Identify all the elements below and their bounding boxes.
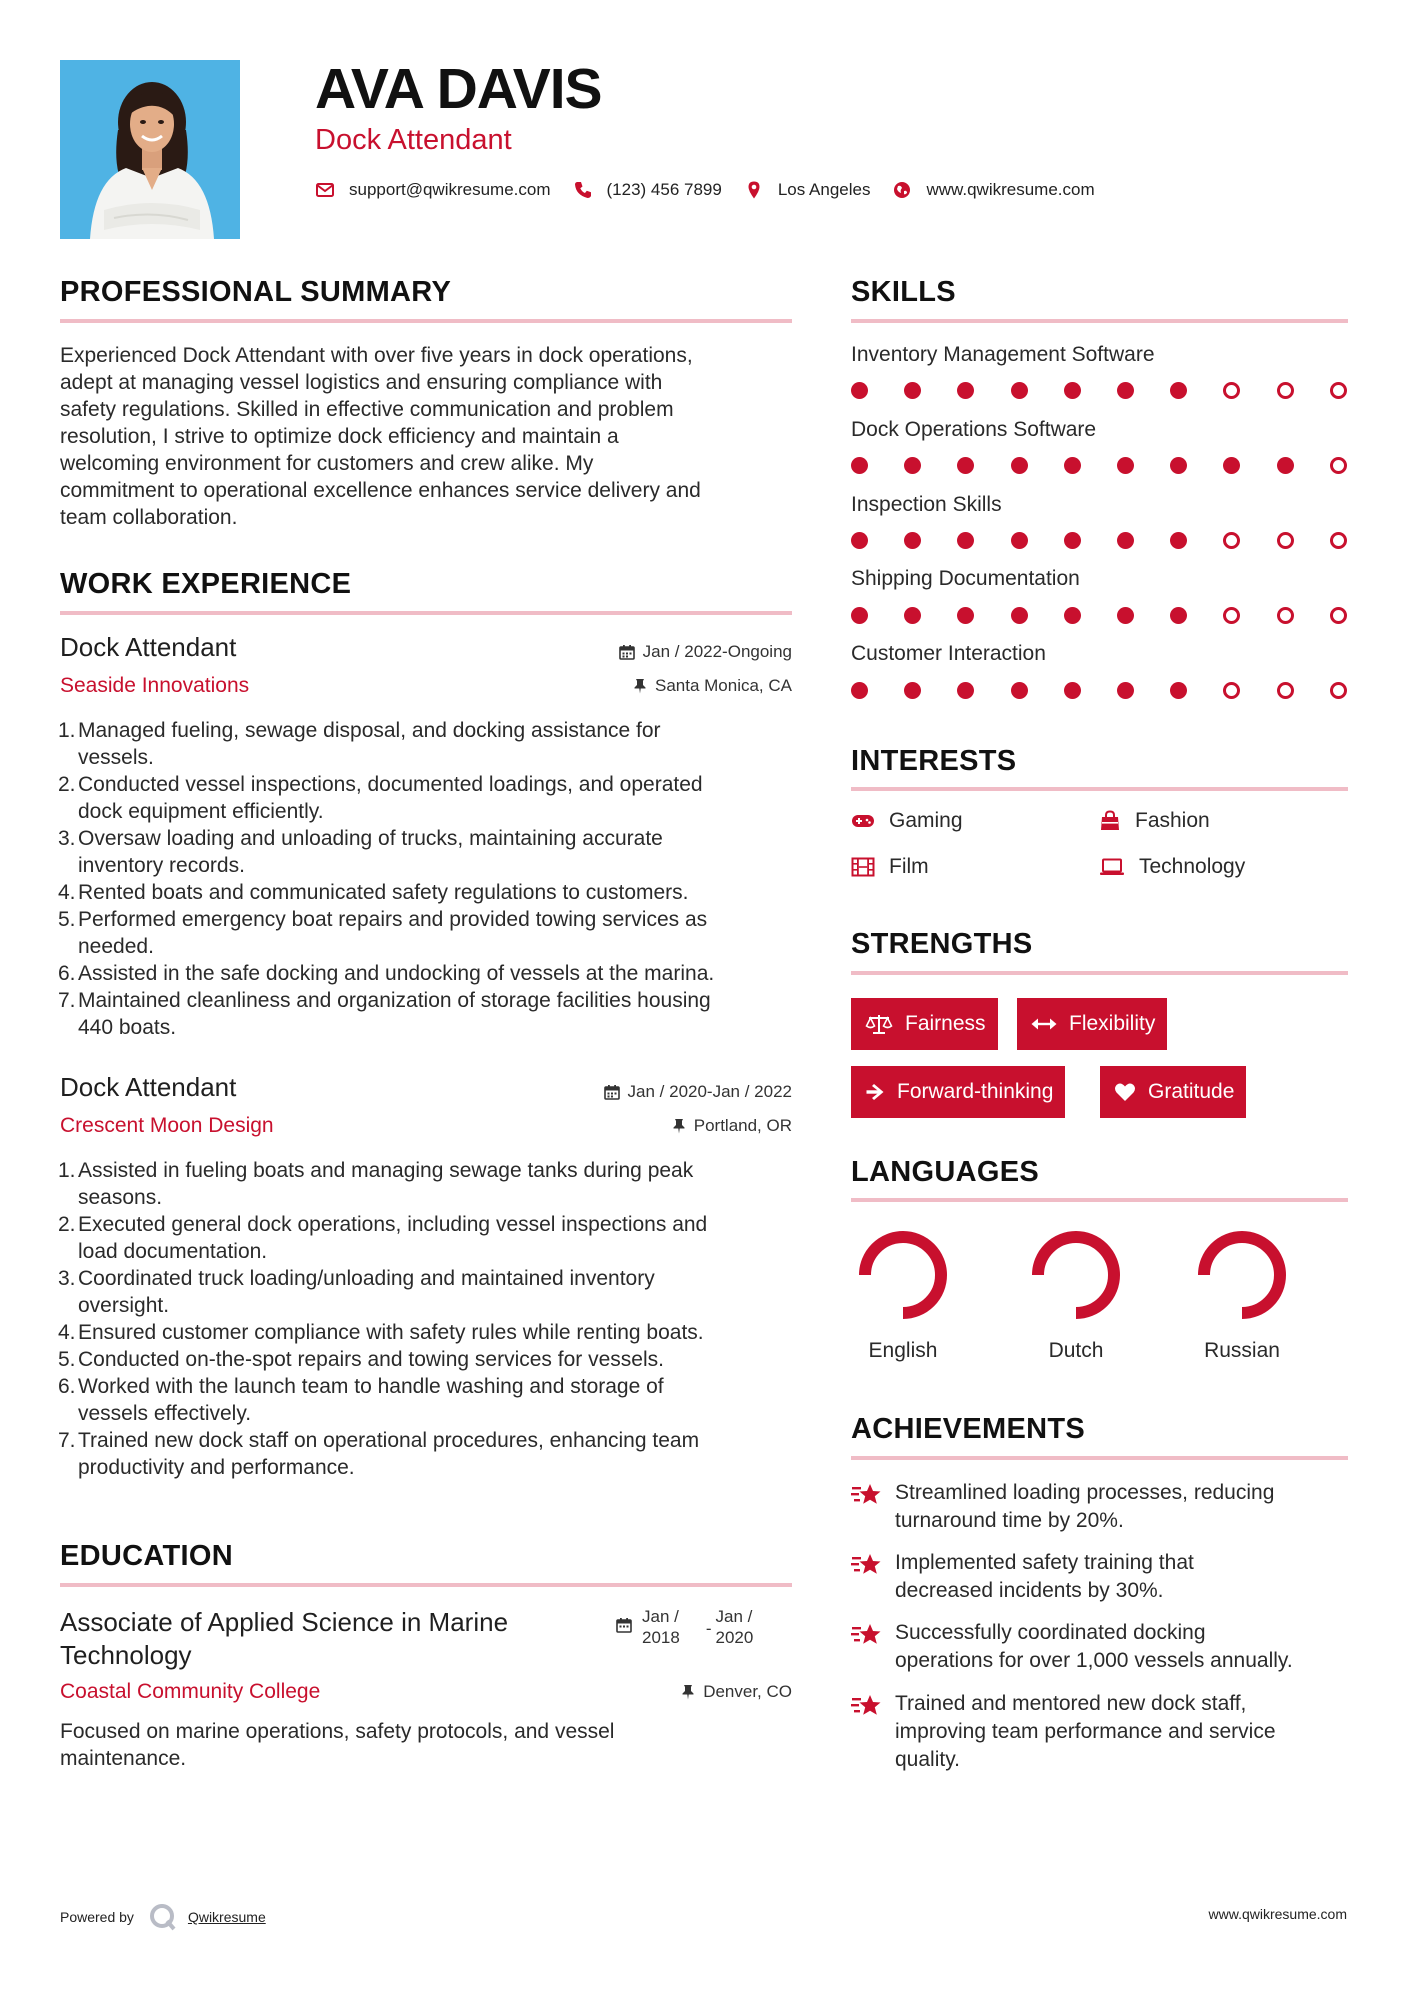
footer-url[interactable]: www.qwikresume.com — [1208, 1906, 1347, 1922]
job-company: Seaside Innovations — [60, 674, 250, 697]
education-location — [681, 1682, 792, 1702]
strength-label: Fairness — [905, 1012, 986, 1035]
skill-name: Customer Interaction — [851, 642, 1046, 665]
education-dates — [616, 1606, 753, 1648]
strength-label: Flexibility — [1069, 1012, 1156, 1035]
languages-heading: LANGUAGES — [851, 1156, 1039, 1188]
candidate-title: Dock Attendant — [315, 124, 512, 156]
skill-dot-filled — [1170, 682, 1187, 699]
achievements-heading: ACHIEVEMENTS — [851, 1413, 1086, 1445]
language-name: Russian — [1204, 1339, 1280, 1362]
language-name: Dutch — [1048, 1339, 1104, 1362]
strength-label: Forward-thinking — [897, 1080, 1054, 1103]
skill-dot-filled — [1011, 532, 1028, 549]
interests-divider — [851, 787, 1348, 791]
skill-dot-filled — [904, 607, 921, 624]
item-line: Performed emergency boat repairs and provided towing services as — [78, 908, 708, 931]
skill-rating — [851, 682, 1351, 702]
list-item — [60, 1319, 800, 1346]
calendar-icon — [616, 1617, 632, 1633]
date-dash: - — [705, 1619, 712, 1638]
item-line: dock equipment efficiently. — [78, 800, 324, 823]
achievement-item — [851, 1549, 1335, 1605]
skill-name: Shipping Documentation — [851, 567, 1080, 590]
degree-line: Associate of Applied Science in Marine — [60, 1607, 509, 1637]
achievement-item — [851, 1690, 1335, 1774]
skill-rating — [851, 607, 1351, 627]
item-number: 4. — [58, 1321, 76, 1344]
strength-tag — [1017, 998, 1167, 1050]
item-number: 1. — [58, 1159, 76, 1182]
skill-dot-empty — [1223, 682, 1240, 699]
list-item — [60, 1373, 800, 1427]
skill-dot-empty — [1330, 382, 1347, 399]
desc-line: maintenance. — [60, 1747, 187, 1770]
strength-label: Gratitude — [1148, 1080, 1235, 1103]
item-number: 5. — [58, 908, 76, 931]
profile-photo — [60, 60, 240, 239]
date-part: 2020 — [715, 1628, 754, 1647]
job-dates — [604, 1082, 792, 1102]
skill-dot-filled — [851, 457, 868, 474]
skill-dot-empty — [1330, 607, 1347, 624]
interest-label: Technology — [1139, 855, 1246, 878]
skill-rating — [851, 532, 1351, 552]
item-number: 7. — [58, 1429, 76, 1452]
education-divider — [60, 1583, 792, 1587]
degree-line: Technology — [60, 1640, 192, 1670]
skill-dot-filled — [1117, 382, 1134, 399]
date-part: 2018 — [642, 1628, 680, 1647]
skill-name: Inventory Management Software — [851, 343, 1155, 366]
job-duties-list — [60, 717, 800, 1041]
brand-link[interactable]: Qwikresume — [187, 1909, 266, 1925]
list-item — [60, 1346, 800, 1373]
achievement-line: Implemented safety training that — [895, 1551, 1194, 1574]
desc-line: Focused on marine operations, safety protocols, and vessel — [60, 1720, 615, 1743]
portrait-image — [60, 60, 240, 239]
achievement-line: decreased incidents by 30%. — [895, 1579, 1164, 1602]
interest-label: Film — [889, 855, 929, 878]
skill-dot-empty — [1277, 382, 1294, 399]
achievement-item — [851, 1479, 1335, 1535]
job-title: Dock Attendant — [60, 1072, 237, 1102]
item-number: 2. — [58, 773, 76, 796]
item-number: 6. — [58, 1375, 76, 1398]
list-item — [60, 879, 800, 906]
summary-line: welcoming environment for customers and crew alike. My — [60, 452, 594, 475]
phone-icon — [573, 180, 593, 200]
language-arc — [865, 1237, 941, 1313]
skill-rating — [851, 382, 1351, 402]
balance-scale-icon — [865, 1013, 893, 1035]
skill-dot-filled — [1170, 382, 1187, 399]
job-company: Crescent Moon Design — [60, 1114, 274, 1137]
achievement-item — [851, 1619, 1335, 1675]
achievement-line: Streamlined loading processes, reducing — [895, 1481, 1275, 1504]
pushpin-icon — [633, 678, 647, 694]
skill-dot-filled — [1064, 682, 1081, 699]
powered-by-text: Powered by — [60, 1909, 134, 1925]
skill-dot-filled — [1170, 532, 1187, 549]
skill-dot-filled — [1117, 682, 1134, 699]
pushpin-icon — [672, 1118, 686, 1134]
item-line: inventory records. — [78, 854, 245, 877]
achievement-text — [895, 1479, 1335, 1535]
skill-rating — [851, 457, 1351, 477]
skills-divider — [851, 319, 1348, 323]
item-line: Assisted in fueling boats and managing sewage tanks during peak — [78, 1159, 694, 1182]
shooting-star-icon — [851, 1551, 883, 1579]
school-name: Coastal Community College — [60, 1680, 321, 1703]
item-line: vessels. — [78, 746, 154, 769]
contact-bar — [315, 178, 1117, 202]
skill-dot-filled — [904, 532, 921, 549]
envelope-icon — [315, 180, 335, 200]
skill-dot-empty — [1223, 532, 1240, 549]
skill-dot-empty — [1277, 682, 1294, 699]
interest-item — [1099, 809, 1210, 833]
list-item — [60, 825, 800, 879]
globe-icon — [892, 180, 912, 200]
list-item — [60, 1211, 800, 1265]
skill-dot-filled — [904, 682, 921, 699]
item-line: Conducted on-the-spot repairs and towing services for vessels. — [78, 1348, 664, 1371]
list-item — [60, 987, 800, 1041]
skill-dot-filled — [904, 457, 921, 474]
skill-dot-filled — [1011, 457, 1028, 474]
skill-dot-empty — [1330, 457, 1347, 474]
skill-dot-filled — [1117, 607, 1134, 624]
pushpin-icon — [681, 1684, 695, 1700]
map-marker-icon — [744, 180, 764, 200]
language-progress-ring — [1026, 1225, 1126, 1325]
skill-dot-empty — [1330, 532, 1347, 549]
education-end — [716, 1606, 754, 1648]
skill-name: Dock Operations Software — [851, 418, 1097, 441]
item-line: Rented boats and communicated safety regulations to customers. — [78, 881, 689, 904]
qwikresume-logo-icon — [148, 1902, 178, 1932]
experience-heading: WORK EXPERIENCE — [60, 568, 352, 600]
strength-tag — [851, 1066, 1065, 1118]
job-duties-list — [60, 1157, 800, 1481]
achievement-line: turnaround time by 20%. — [895, 1509, 1124, 1532]
skill-dot-empty — [1223, 607, 1240, 624]
skill-dot-filled — [1011, 382, 1028, 399]
item-line: Conducted vessel inspections, documented loadings, and operated — [78, 773, 703, 796]
strengths-heading: STRENGTHS — [851, 928, 1033, 960]
skill-dot-filled — [1277, 457, 1294, 474]
list-item — [60, 771, 800, 825]
gamepad-icon — [851, 813, 875, 829]
skills-heading: SKILLS — [851, 276, 956, 308]
language-arc — [1204, 1237, 1280, 1313]
item-number: 3. — [58, 1267, 76, 1290]
skill-dot-empty — [1223, 382, 1240, 399]
contact-website[interactable]: www.qwikresume.com — [926, 180, 1095, 199]
achievement-line: quality. — [895, 1748, 960, 1771]
language-progress-ring — [853, 1225, 953, 1325]
language-item — [838, 1225, 968, 1363]
summary-line: adept at managing vessel logistics and ensuring compliance with — [60, 371, 663, 394]
list-item — [60, 960, 800, 987]
item-number: 7. — [58, 989, 76, 1012]
skill-dot-filled — [1064, 607, 1081, 624]
skill-dot-filled — [1117, 457, 1134, 474]
item-line: Oversaw loading and unloading of trucks, maintaining accurate — [78, 827, 663, 850]
summary-line: team collaboration. — [60, 506, 238, 529]
achievement-line: Successfully coordinated docking — [895, 1621, 1206, 1644]
skill-dot-filled — [1223, 457, 1240, 474]
list-item — [60, 717, 800, 771]
skill-dot-filled — [957, 532, 974, 549]
strength-tag — [851, 998, 998, 1050]
shooting-star-icon — [851, 1621, 883, 1649]
skill-dot-filled — [957, 682, 974, 699]
languages-divider — [851, 1198, 1348, 1202]
item-number: 6. — [58, 962, 76, 985]
candidate-name: AVA DAVIS — [315, 57, 602, 121]
language-arc — [1038, 1237, 1114, 1313]
achievement-line: Trained and mentored new dock staff, — [895, 1692, 1247, 1715]
interests-heading: INTERESTS — [851, 745, 1017, 777]
arrows-horizontal-icon — [1031, 1017, 1057, 1031]
strength-tag — [1100, 1066, 1246, 1118]
summary-text — [60, 342, 800, 531]
language-item — [1011, 1225, 1141, 1363]
skill-dot-filled — [1064, 457, 1081, 474]
list-item — [60, 1427, 800, 1481]
job-dates — [619, 642, 792, 662]
summary-divider — [60, 319, 792, 323]
item-line: Maintained cleanliness and organization of storage facilities housing — [78, 989, 711, 1012]
item-number: 2. — [58, 1213, 76, 1236]
item-line: needed. — [78, 935, 154, 958]
achievements-divider — [851, 1456, 1348, 1460]
interest-label: Fashion — [1135, 809, 1210, 832]
skill-dot-filled — [1011, 607, 1028, 624]
date-part: Jan / — [715, 1607, 753, 1626]
calendar-icon — [604, 1084, 620, 1100]
degree-title — [60, 1606, 620, 1672]
item-line: 440 boats. — [78, 1016, 177, 1039]
item-line: oversight. — [78, 1294, 170, 1317]
skill-dot-empty — [1277, 607, 1294, 624]
shopping-bag-icon — [1099, 810, 1121, 832]
job-dates-text: Jan / 2020-Jan / 2022 — [627, 1082, 792, 1101]
language-progress-ring — [1192, 1225, 1292, 1325]
skill-dot-filled — [1117, 532, 1134, 549]
item-line: Coordinated truck loading/unloading and maintained inventory — [78, 1267, 655, 1290]
skill-dot-filled — [957, 382, 974, 399]
achievement-line: operations for over 1,000 vessels annually. — [895, 1649, 1293, 1672]
achievement-text — [895, 1619, 1335, 1675]
laptop-icon — [1099, 858, 1125, 876]
item-line: Managed fueling, sewage disposal, and docking assistance for — [78, 719, 661, 742]
item-number: 3. — [58, 827, 76, 850]
job-title: Dock Attendant — [60, 632, 237, 662]
experience-divider — [60, 611, 792, 615]
strengths-divider — [851, 971, 1348, 975]
item-line: load documentation. — [78, 1240, 268, 1263]
item-number: 4. — [58, 881, 76, 904]
skill-dot-empty — [1330, 682, 1347, 699]
skill-dot-filled — [851, 382, 868, 399]
summary-line: safety regulations. Skilled in effective communication and problem — [60, 398, 674, 421]
item-line: Assisted in the safe docking and undocking of vessels at the marina. — [78, 962, 715, 985]
education-start — [642, 1606, 680, 1648]
item-line: Worked with the launch team to handle washing and storage of — [78, 1375, 664, 1398]
date-part: Jan / — [642, 1607, 679, 1626]
interest-label: Gaming — [889, 809, 963, 832]
job-dates-text: Jan / 2022-Ongoing — [642, 642, 792, 661]
skill-dot-filled — [851, 607, 868, 624]
item-line: Executed general dock operations, including vessel inspections and — [78, 1213, 708, 1236]
summary-line: Experienced Dock Attendant with over five years in dock operations, — [60, 344, 693, 367]
language-name: English — [868, 1339, 938, 1362]
skill-dot-filled — [957, 607, 974, 624]
job-location-text: Portland, OR — [693, 1116, 792, 1135]
skill-dot-filled — [851, 682, 868, 699]
list-item — [60, 1265, 800, 1319]
achievement-text — [895, 1690, 1335, 1774]
interest-item — [1099, 855, 1245, 879]
skill-dot-filled — [904, 382, 921, 399]
list-item — [60, 1157, 800, 1211]
heart-icon — [1114, 1082, 1136, 1102]
skill-dot-filled — [957, 457, 974, 474]
film-icon — [851, 857, 875, 877]
achievement-text — [895, 1549, 1335, 1605]
interest-item — [851, 809, 963, 833]
skill-name: Inspection Skills — [851, 493, 1002, 516]
arrow-right-icon — [865, 1082, 885, 1102]
item-number: 5. — [58, 1348, 76, 1371]
skill-dot-filled — [1170, 457, 1187, 474]
item-line: vessels effectively. — [78, 1402, 252, 1425]
item-line: Ensured customer compliance with safety rules while renting boats. — [78, 1321, 704, 1344]
summary-heading: PROFESSIONAL SUMMARY — [60, 276, 452, 308]
contact-location: Los Angeles — [777, 180, 871, 199]
job-location-text: Santa Monica, CA — [654, 676, 792, 695]
contact-phone[interactable]: (123) 456 7899 — [606, 180, 722, 199]
skill-dot-filled — [1064, 532, 1081, 549]
summary-line: resolution, I strive to optimize dock efficiency and maintain a — [60, 425, 619, 448]
item-line: seasons. — [78, 1186, 163, 1209]
list-item — [60, 906, 800, 960]
item-line: Trained new dock staff on operational procedures, enhancing team — [78, 1429, 700, 1452]
skill-dot-filled — [851, 532, 868, 549]
skill-dot-empty — [1277, 532, 1294, 549]
education-heading: EDUCATION — [60, 1540, 233, 1572]
shooting-star-icon — [851, 1481, 883, 1509]
shooting-star-icon — [851, 1692, 883, 1720]
education-location-text: Denver, CO — [703, 1682, 792, 1701]
calendar-icon — [619, 644, 635, 660]
item-line: productivity and performance. — [78, 1456, 355, 1479]
skill-dot-filled — [1011, 682, 1028, 699]
skill-dot-filled — [1064, 382, 1081, 399]
interest-item — [851, 855, 929, 879]
item-number: 1. — [58, 719, 76, 742]
footer-credit — [60, 1902, 266, 1932]
contact-email[interactable]: support@qwikresume.com — [349, 180, 551, 199]
job-location — [672, 1116, 792, 1136]
skill-dot-filled — [1170, 607, 1187, 624]
education-description — [60, 1718, 800, 1772]
language-item — [1177, 1225, 1307, 1363]
summary-line: commitment to operational excellence enhances service delivery and — [60, 479, 701, 502]
achievement-line: improving team performance and service — [895, 1720, 1276, 1743]
job-location — [633, 676, 792, 696]
